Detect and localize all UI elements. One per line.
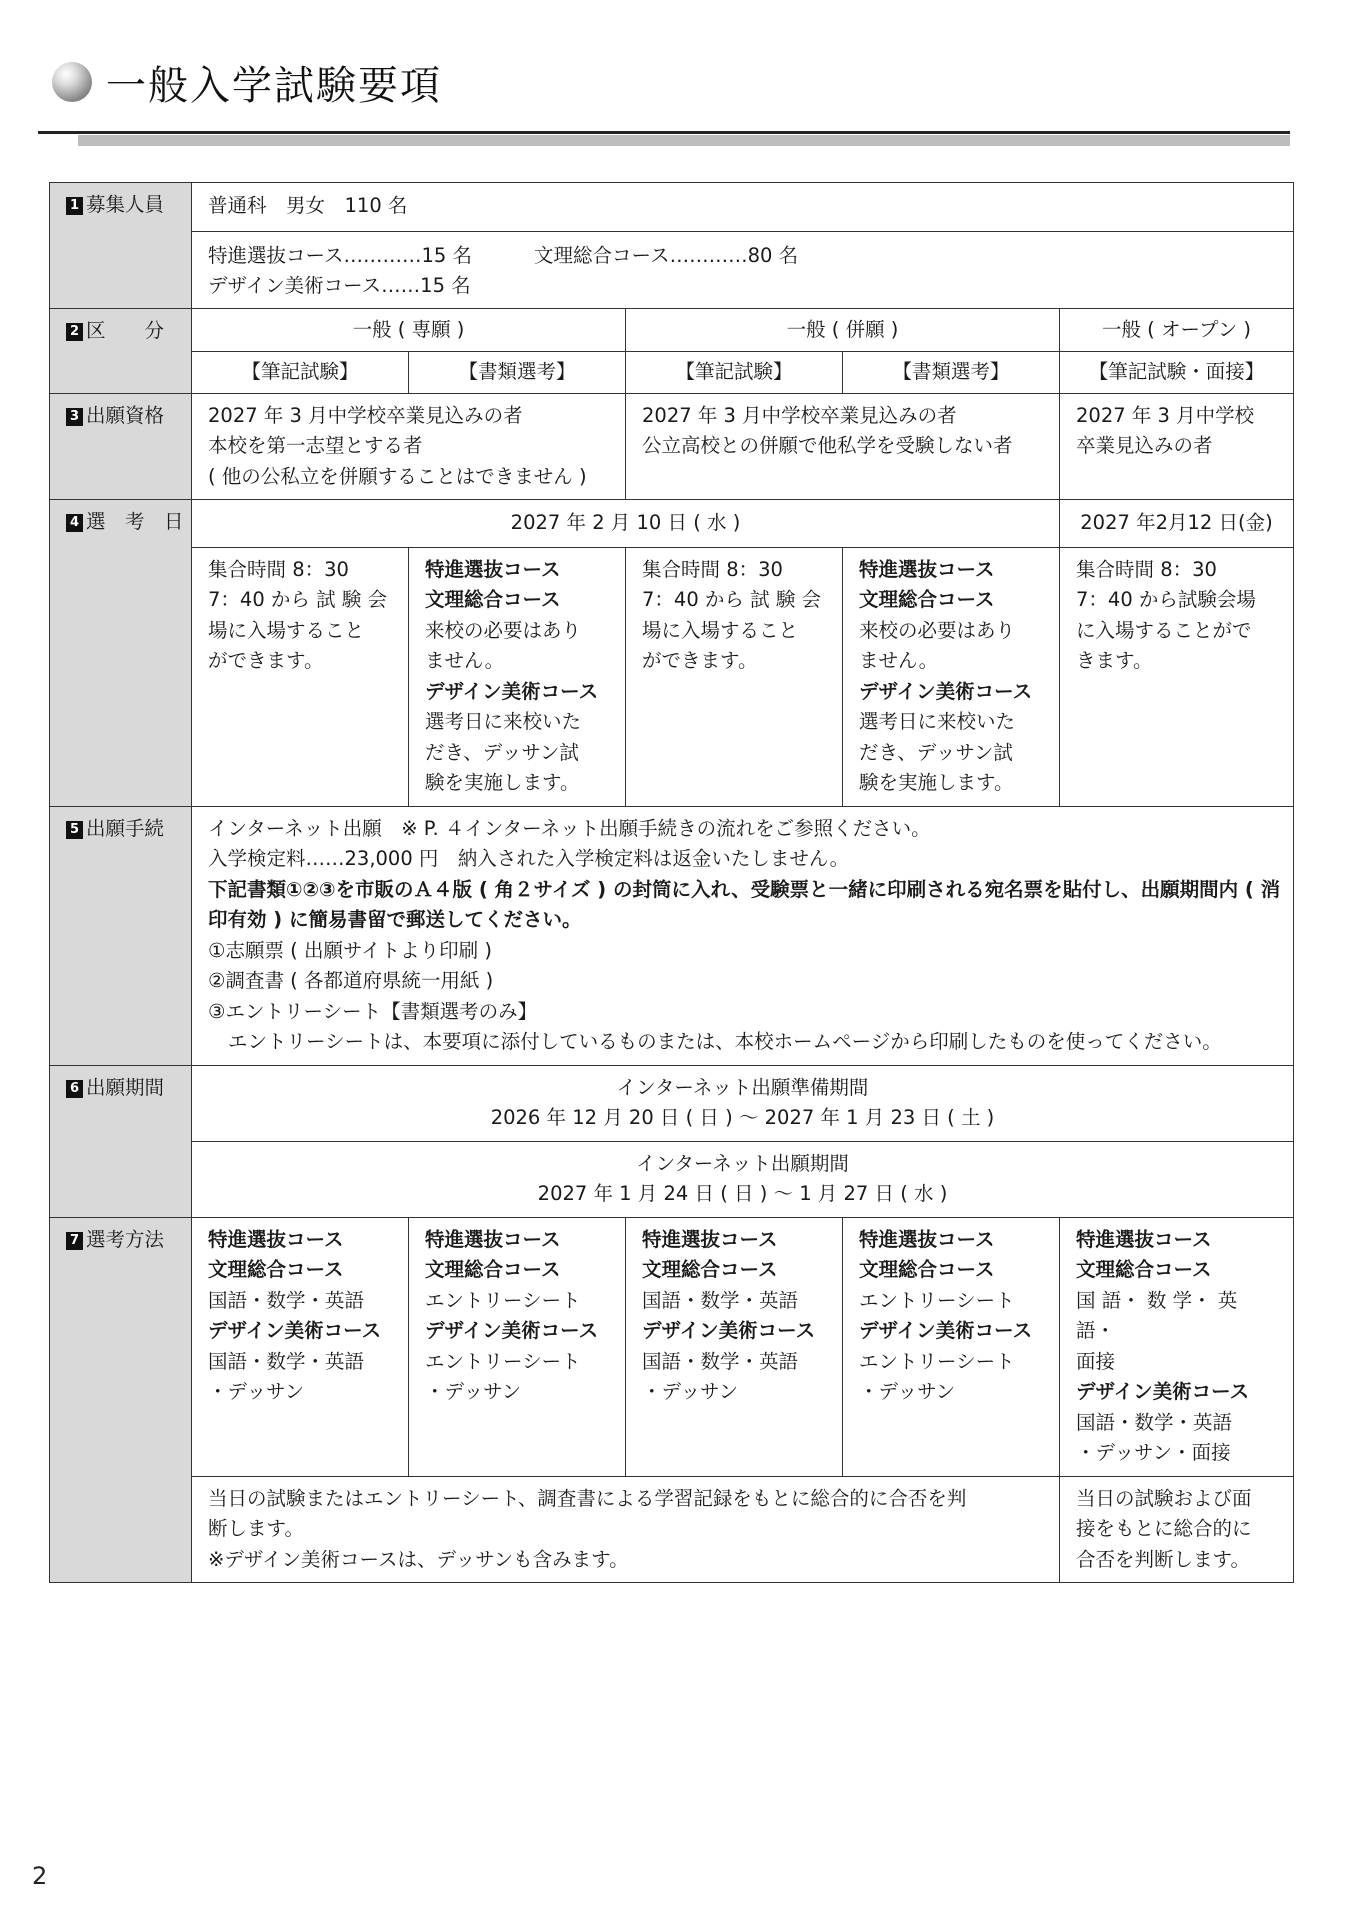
section-number: 1 [66,197,83,215]
row-method-notes [50,1476,1294,1583]
method-open: 特進選抜コース 文理総合コース 国 語・ 数 学・ 英 語・ 面接 デザイン美術コース 国語・数学・英語 ・デッサン・面接 [1060,1217,1294,1476]
gather-time-senkan: 集合時間 8：30 7：40 から 試 験 会 場に入場すること ができます。 [192,547,409,806]
row-category [50,308,1294,352]
row-eligibility [50,393,1294,500]
method-senkan-written: 特進選抜コース 文理総合コース 国語・数学・英語 デザイン美術コース 国語・数学・英語 ・デッサン [192,1217,409,1476]
requirements-table [49,182,1294,1583]
row-label: 6 出願期間 [50,1065,192,1217]
category-heigan: 一般 ( 併願 ) [626,308,1060,352]
apply-period: インターネット出願期間 2027 年 1 月 24 日 ( 日 ) ～ 1 月 27 日 ( 水 ) [192,1141,1294,1217]
method-note-main: 当日の試験またはエントリーシート、調査書による学習記録をもとに総合的に合否を判 断します。 ※デザイン美術コースは、デッサンも含みます。 [192,1476,1060,1583]
row-period-apply [50,1141,1294,1217]
exam-date-open: 2027 年2月12 日(金) [1060,500,1294,548]
capacity-total: 普通科 男女 110 名 [192,183,1294,232]
capacity-courses: 特進選抜コース…………15 名 文理総合コース…………80 名 デザイン美術コース……15 名 [192,231,1294,308]
row-label: 4 選 考 日 [50,500,192,807]
row-period [50,1065,1294,1141]
method-senkan-docs: 特進選抜コース 文理総合コース エントリーシート デザイン美術コース エントリーシート ・デッサン [409,1217,626,1476]
gather-time-open: 集合時間 8：30 7：40 から試験会場 に入場することがで きます。 [1060,547,1294,806]
prep-period: インターネット出願準備期間 2026 年 12 月 20 日 ( 日 ) ～ 2027 年 1 月 23 日 ( 土 ) [192,1065,1294,1141]
category-open: 一般 ( オープン ) [1060,308,1294,352]
sub-written: 【筆記試験】 [626,352,843,394]
sub-docs: 【書類選考】 [843,352,1060,394]
row-label: 2 区 分 [50,308,192,393]
eligibility-open: 2027 年 3 月中学校 卒業見込みの者 [1060,393,1294,500]
row-label: 5 出願手続 [50,806,192,1065]
sub-docs: 【書類選考】 [409,352,626,394]
page-title: 一般入学試験要項 [106,62,442,109]
row-label: 3 出願資格 [50,393,192,500]
row-label: 1 募集人員 [50,183,192,309]
method-note-open: 当日の試験および面 接をもとに総合的に 合否を判断します。 [1060,1476,1294,1583]
row-capacity-courses [50,231,1294,308]
row-capacity [50,183,1294,232]
row-exam-date [50,500,1294,548]
eligibility-heigan: 2027 年 3 月中学校卒業見込みの者 公立高校との併願で他私学を受験しない者 [626,393,1060,500]
method-heigan-written: 特進選抜コース 文理総合コース 国語・数学・英語 デザイン美術コース 国語・数学・英語 ・デッサン [626,1217,843,1476]
method-heigan-docs: 特進選抜コース 文理総合コース エントリーシート デザイン美術コース エントリーシート ・デッサン [843,1217,1060,1476]
gather-time-heigan: 集合時間 8：30 7：40 から 試 験 会 場に入場すること ができます。 [626,547,843,806]
category-senkan: 一般 ( 専願 ) [192,308,626,352]
row-category-sub [50,352,1294,394]
row-method [50,1217,1294,1476]
docs-review-senkan: 特進選抜コース 文理総合コース 来校の必要はあり ません。 デザイン美術コース 選考日に来校いた だき、デッサン試 験を実施します。 [409,547,626,806]
header-rule [38,131,1290,134]
page-header [52,52,442,112]
row-procedure [50,806,1294,1065]
eligibility-senkan: 2027 年 3 月中学校卒業見込みの者 本校を第一志望とする者 ( 他の公私立を併願することはできません ) [192,393,626,500]
header-rule-shadow [78,135,1290,146]
docs-review-heigan: 特進選抜コース 文理総合コース 来校の必要はあり ません。 デザイン美術コース 選考日に来校いた だき、デッサン試 験を実施します。 [843,547,1060,806]
page-number: 2 [32,1862,48,1890]
row-exam-details [50,547,1294,806]
exam-date-main: 2027 年 2 月 10 日 ( 水 ) [192,500,1060,548]
sphere-bullet-icon [52,62,92,102]
sub-written-interview: 【筆記試験・面接】 [1060,352,1294,394]
row-label: 7 選考方法 [50,1217,192,1583]
sub-written: 【筆記試験】 [192,352,409,394]
procedure-content: インターネット出願 ※ P. ４インターネット出願手続きの流れをご参照ください。 入学検定料……23,000 円 納入された入学検定料は返金いたしません。 下記書類①②③を市販のＡ４版 ( 角２サイズ ) の封筒に入れ、受験票と一緒に印刷される宛名票を貼付し、出願期間内 ( 消印有効 ) に簡易書留で郵送してください。 ①志願票 ( 出願サイトより印刷 ) ②調査書 ( 各都道府県統一用紙 ) ③エントリーシート【書類選考のみ】 エントリーシートは、本要項に添付しているものまたは、本校ホームページから印刷したものを使ってください。 [192,806,1294,1065]
